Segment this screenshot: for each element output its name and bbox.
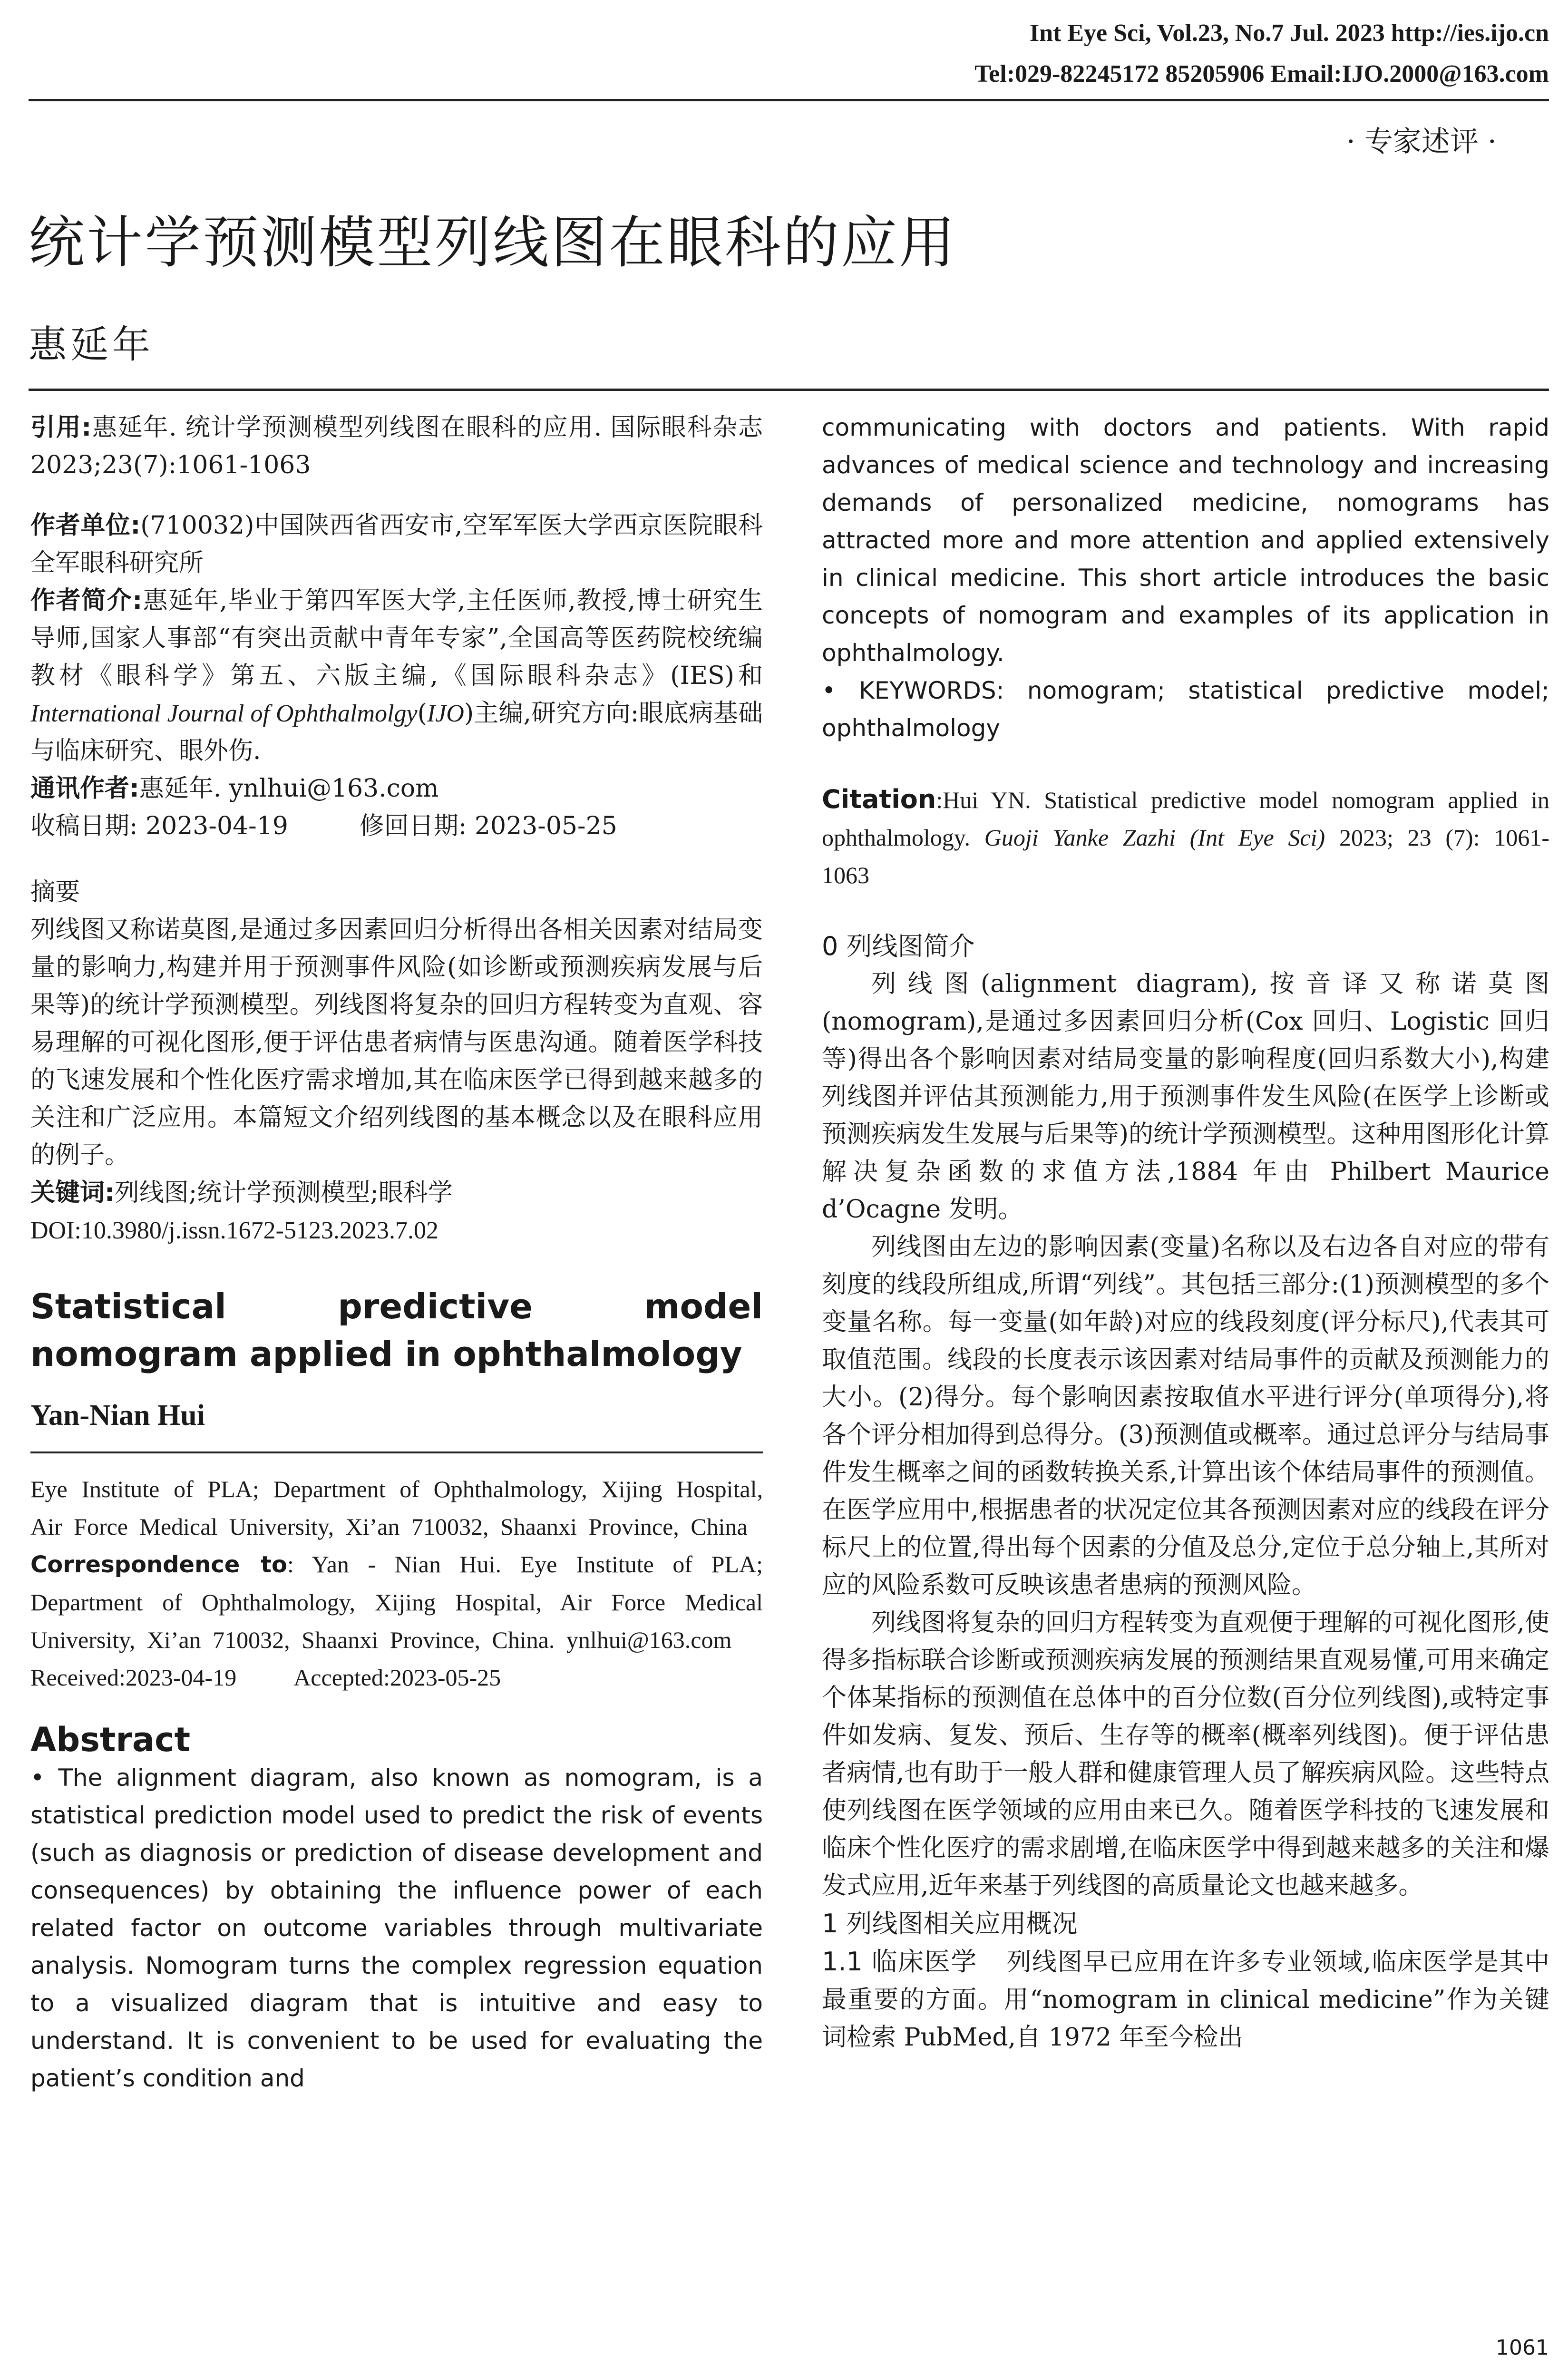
english-keywords: • KEYWORDS: nomogram; statistical predictive model; ophthalmology <box>822 677 1549 742</box>
english-author: Yan-Nian Hui <box>30 1399 205 1432</box>
title-divider <box>29 389 1549 391</box>
english-title: Statistical predictive model nomogram applied in ophthalmology <box>30 1286 763 1374</box>
english-citation: Citation:Hui YN. Statistical predictive model nomogram applied in ophthalmology. Guoji Yanke Zazhi (Int Eye Sci) 2023; 23 (7): 1061-1063 <box>822 784 1550 888</box>
dates: 收稿日期: 2023-04-19 修回日期: 2023-05-25 <box>30 812 617 840</box>
corresponding-author: 通讯作者:惠延年. ynlhui@163.com <box>30 774 439 803</box>
doi: DOI:10.3980/j.issn.1672-5123.2023.7.02 <box>30 1217 438 1244</box>
english-dates: Received:2023-04-19 Accepted:2023-05-25 <box>30 1664 501 1691</box>
english-correspondence: Correspondence to: Yan - Nian Hui. Eye Institute of PLA; Department of Ophthalmology, Xijing Hospital, Air Force Medical University, Xi’an 710032, Shaanxi Province, China. ynlhui@163.com <box>30 1551 763 1653</box>
right-column <box>822 409 1549 2056</box>
english-abstract-heading: Abstract <box>30 1720 191 1759</box>
section-0-paragraph-3: 列线图将复杂的回归方程转变为直观便于理解的可视化图形,使得多指标联合诊断或预测疾病发展的预测结果直观易懂,可用来确定个体某指标的预测值在总体中的百分位数(百分位列线图),或特定事件如发病、复发、预后、生存等的概率(概率列线图)。便于评估患者病情,也有助于一般人群和健康管理人员了解疾病风险。这些特点使列线图在医学领域的应用由来已久。随着医学科技的飞速发展和临床个性化医疗的需求剧增,在临床医学中得到越来越多的关注和爆发式应用,近年来基于列线图的高质量论文也越来越多。 <box>822 1608 1549 1900</box>
english-abstract-continued: communicating with doctors and patients. With rapid advances of medical science and technology and increasing demands of personalized medicine, nomograms has attracted more and more attention and applied extensively in clinical medicine. This short article introduces the basic concepts of nomogram and examples of its application in ophthalmology. <box>822 414 1549 667</box>
section-0-heading: 0 列线图简介 <box>822 931 975 961</box>
english-abstract-text: • The alignment diagram, also known as nomogram, is a statistical prediction model used to predict the risk of events (such as diagnosis or prediction of disease development and consequences) by obtaining the influence power of each related factor on outcome variables through multivariate analysis. Nomogram turns the complex regression equation to a visualized diagram that is intuitive and easy to understand. It is convenient to be used for evaluating the patient’s condition and <box>30 1764 763 2092</box>
citation: 引用:惠延年. 统计学预测模型列线图在眼科的应用. 国际眼科杂志 2023;23(7):1061-1063 <box>30 413 763 479</box>
left-column <box>30 409 763 2097</box>
journal-header-line-2: Tel:029-82245172 85205906 Email:IJO.2000@163.com <box>974 60 1549 88</box>
section-1-heading: 1 列线图相关应用概况 <box>822 1909 1078 1939</box>
section-0-paragraph-1: 列线图(alignment diagram),按音译又称诺莫图(nomogram),是通过多因素回归分析(Cox 回归、Logistic 回归等)得出各个影响因素对结局变量的影响程度(回归系数大小),构建列线图并评估其预测能力,用于预测事件发生风险(在医学上诊断或预测疾病发生发展与后果等)的统计学预测模型。这种用图形化计算解决复杂函数的求值方法,1884 年由 Philbert Maurice d’Ocagne 发明。 <box>822 970 1549 1224</box>
abstract-heading: 摘要 <box>30 878 80 906</box>
article-author: 惠延年 <box>29 322 154 367</box>
header-divider <box>29 99 1549 101</box>
abstract-text: 列线图又称诺莫图,是通过多因素回归分析得出各相关因素对结局变量的影响力,构建并用于预测事件风险(如诊断或预测疾病发展与后果等)的统计学预测模型。列线图将复杂的回归方程转变为直观、容易理解的可视化图形,便于评估患者病情与医患沟通。随着医学科技的飞速发展和个性化医疗需求增加,其在临床医学已得到越来越多的关注和广泛应用。本篇短文介绍列线图的基本概念以及在眼科应用的例子。 <box>30 916 763 1169</box>
section-1-1-paragraph: 1.1 临床医学 列线图早已应用在许多专业领域,临床医学是其中最重要的方面。用“nomogram in clinical medicine”作为关键词检索 PubMed,自 1972 年至今检出 <box>822 1947 1550 2052</box>
affiliation: 作者单位:(710032)中国陕西省西安市,空军军医大学西京医院眼科 全军眼科研究所 <box>30 511 763 577</box>
author-bio: 作者简介:惠延年,毕业于第四军医大学,主任医师,教授,博士研究生导师,国家人事部“有突出贡献中青年专家”,全国高等医药院校统编教材《眼科学》第五、六版主编,《国际眼科杂志》(IES)和International Journal of Ophthalmolgy(IJO)主编,研究方向:眼底病基础与临床研究、眼外伤. <box>30 586 763 765</box>
keywords: 关键词:列线图;统计学预测模型;眼科学 <box>30 1179 453 1207</box>
article-title: 统计学预测模型列线图在眼科的应用 <box>29 210 957 275</box>
english-affiliation: Eye Institute of PLA; Department of Ophthalmology, Xijing Hospital, Air Force Medical University, Xi’an 710032, Shaanxi Province, China <box>30 1476 763 1540</box>
page-number: 1061 <box>1496 2336 1549 2360</box>
section-0-paragraph-2: 列线图由左边的影响因素(变量)名称以及右边各自对应的带有刻度的线段所组成,所谓“列线”。其包括三部分:(1)预测模型的多个变量名称。每一变量(如年龄)对应的线段刻度(评分标尺),代表其可取值范围。线段的长度表示该因素对结局事件的贡献及预测能力的大小。(2)得分。每个影响因素按取值水平进行评分(单项得分),将各个评分相加得到总得分。(3)预测值或概率。通过总评分与结局事件发生概率之间的函数转换关系,计算出该个体结局事件的预测值。在医学应用中,根据患者的状况定位其各预测因素对应的线段在评分标尺上的位置,得出每个因素的分值及总分,定位于总分轴上,其所对应的风险系数可反映该患者患病的预测风险。 <box>822 1233 1549 1599</box>
journal-header-line-1: Int Eye Sci, Vol.23, No.7 Jul. 2023 http://ies.ijo.cn <box>1029 19 1549 47</box>
section-tag: · 专家述评 · <box>1346 125 1497 158</box>
english-author-divider <box>30 1452 763 1453</box>
